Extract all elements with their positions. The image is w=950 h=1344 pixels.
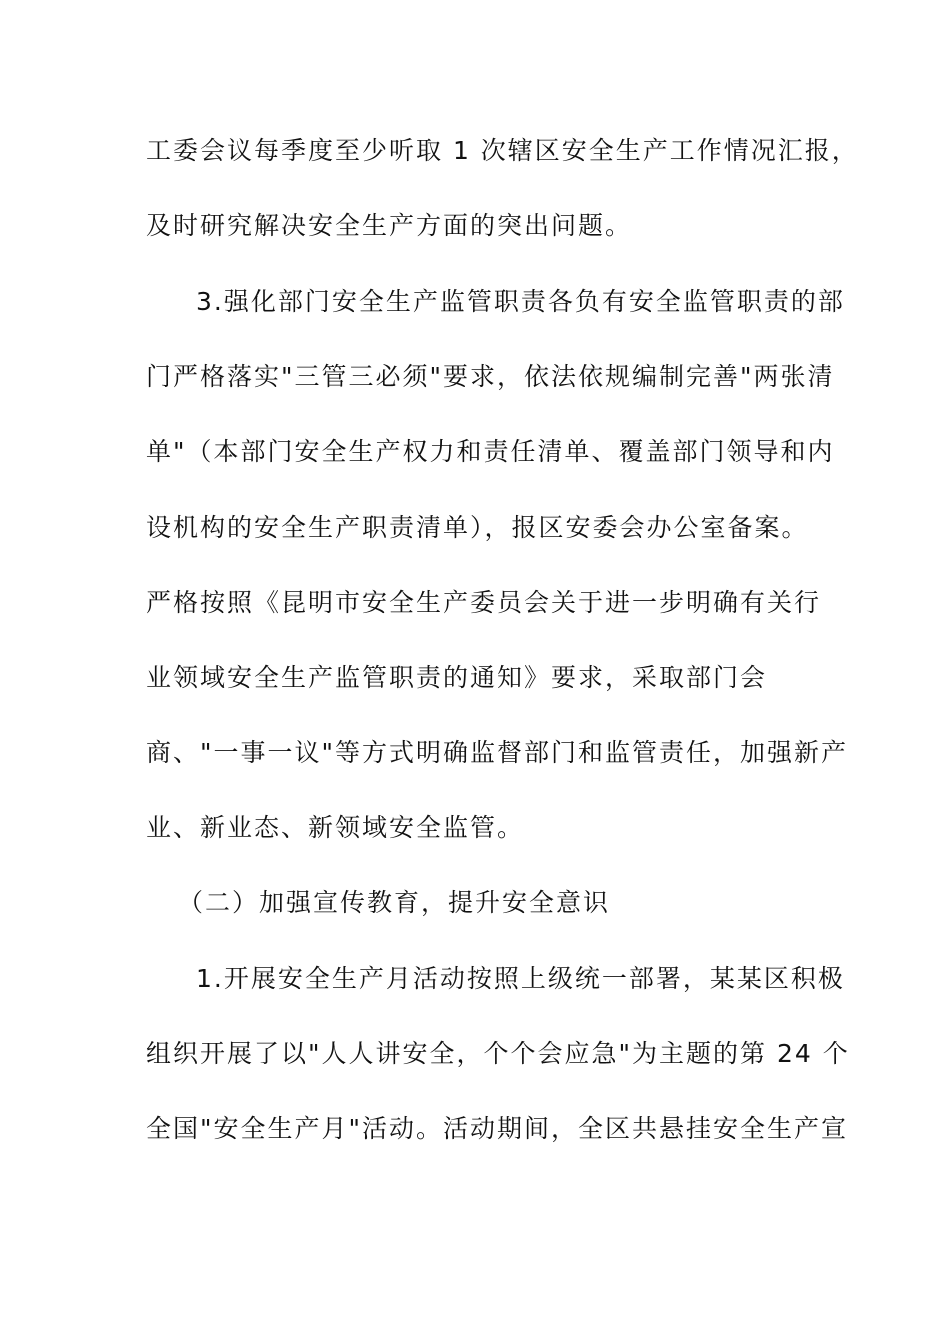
paragraph-line: 设机构的安全生产职责清单），报区安委会办公室备案。 [146, 513, 809, 542]
paragraph-line: 单"（本部门安全生产权力和责任清单、覆盖部门领导和内 [146, 437, 835, 466]
paragraph-line: 业、新业态、新领域安全监管。 [146, 813, 525, 842]
paragraph-line: 商、"一事一议"等方式明确监督部门和监管责任，加强新产 [146, 738, 849, 767]
paragraph-line: 及时研究解决安全生产方面的突出问题。 [146, 211, 633, 240]
paragraph-line: 3.强化部门安全生产监管职责各负有安全监管职责的部 [196, 287, 845, 316]
paragraph-line: 组织开展了以"人人讲安全，个个会应急"为主题的第 24 个 [146, 1039, 850, 1068]
paragraph-line: 严格按照《昆明市安全生产委员会关于进一步明确有关行 [146, 588, 822, 617]
section-heading: （二）加强宣传教育，提升安全意识 [178, 888, 611, 917]
paragraph-line: 门严格落实"三管三必须"要求，依法依规编制完善"两张清 [146, 362, 835, 391]
paragraph-line: 全国"安全生产月"活动。活动期间，全区共悬挂安全生产宣 [146, 1114, 849, 1143]
paragraph-line: 工委会议每季度至少听取 1 次辖区安全生产工作情况汇报， [146, 136, 859, 165]
paragraph-line: 业领域安全生产监管职责的通知》要求，采取部门会 [146, 663, 768, 692]
paragraph-line: 1.开展安全生产月活动按照上级统一部署，某某区积极 [196, 964, 845, 993]
